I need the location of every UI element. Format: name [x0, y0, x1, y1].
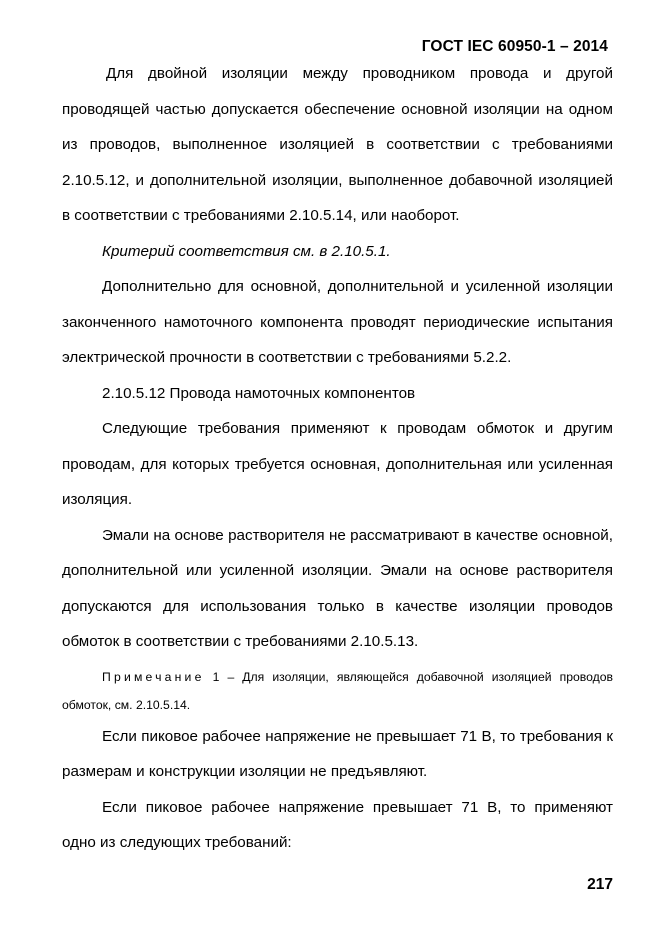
- paragraph-electric-strength: Дополнительно для основной, дополнительной и усиленной изоляции законченного намоточного компонента проводят периодические испытания электрической прочности в соответствии с требованиями 5.2.2.: [62, 278, 613, 366]
- paragraph-voltage-exceeding: Если пиковое рабочее напряжение превышает 71 В, то применяют одно из следующих требований:: [62, 798, 613, 851]
- paragraph-voltage-not-exceeding: Если пиковое рабочее напряжение не превышает 71 В, то требования к размерам и конструкции изоляции не предъявляют.: [62, 727, 613, 780]
- paragraph-double-insulation: Для двойной изоляции между проводником провода и другой проводящей частью допускается обеспечение основной изоляции на одном из проводов, выполненное изоляцией в соответствии с требованиями 2.10.5.12, и дополнительной изоляции, выполненное добавочной изоляцией в соответствии с требованиями 2.10.5.14, или наоборот.: [62, 65, 613, 224]
- document-body: [62, 56, 613, 861]
- compliance-criterion: Критерий соответствия см. в 2.10.5.1.: [102, 242, 391, 260]
- note-text: 1 – Для изоляции, являющейся добавочной изоляцией проводов обмоток, см. 2.10.5.14.: [62, 669, 613, 712]
- section-heading-2-10-5-12: 2.10.5.12 Провода намоточных компонентов: [102, 384, 416, 402]
- note-label: Примечание: [102, 669, 205, 684]
- document-header: ГОСТ IEC 60950-1 – 2014: [421, 38, 608, 55]
- paragraph-solvent-enamel: Эмали на основе растворителя не рассматривают в качестве основной, дополнительной или усиленной изоляции. Эмали на основе растворителя допускаются для использования только в качестве изоляции проводов обмоток в соответствии с требованиями 2.10.5.13.: [62, 526, 613, 650]
- paragraph-winding-wire-requirements: Следующие требования применяют к проводам обмоток и другим проводам, для которых требуется основная, дополнительная или усиленная изоляция.: [62, 420, 613, 508]
- page-number: 217: [587, 876, 613, 893]
- note-1: [62, 663, 613, 719]
